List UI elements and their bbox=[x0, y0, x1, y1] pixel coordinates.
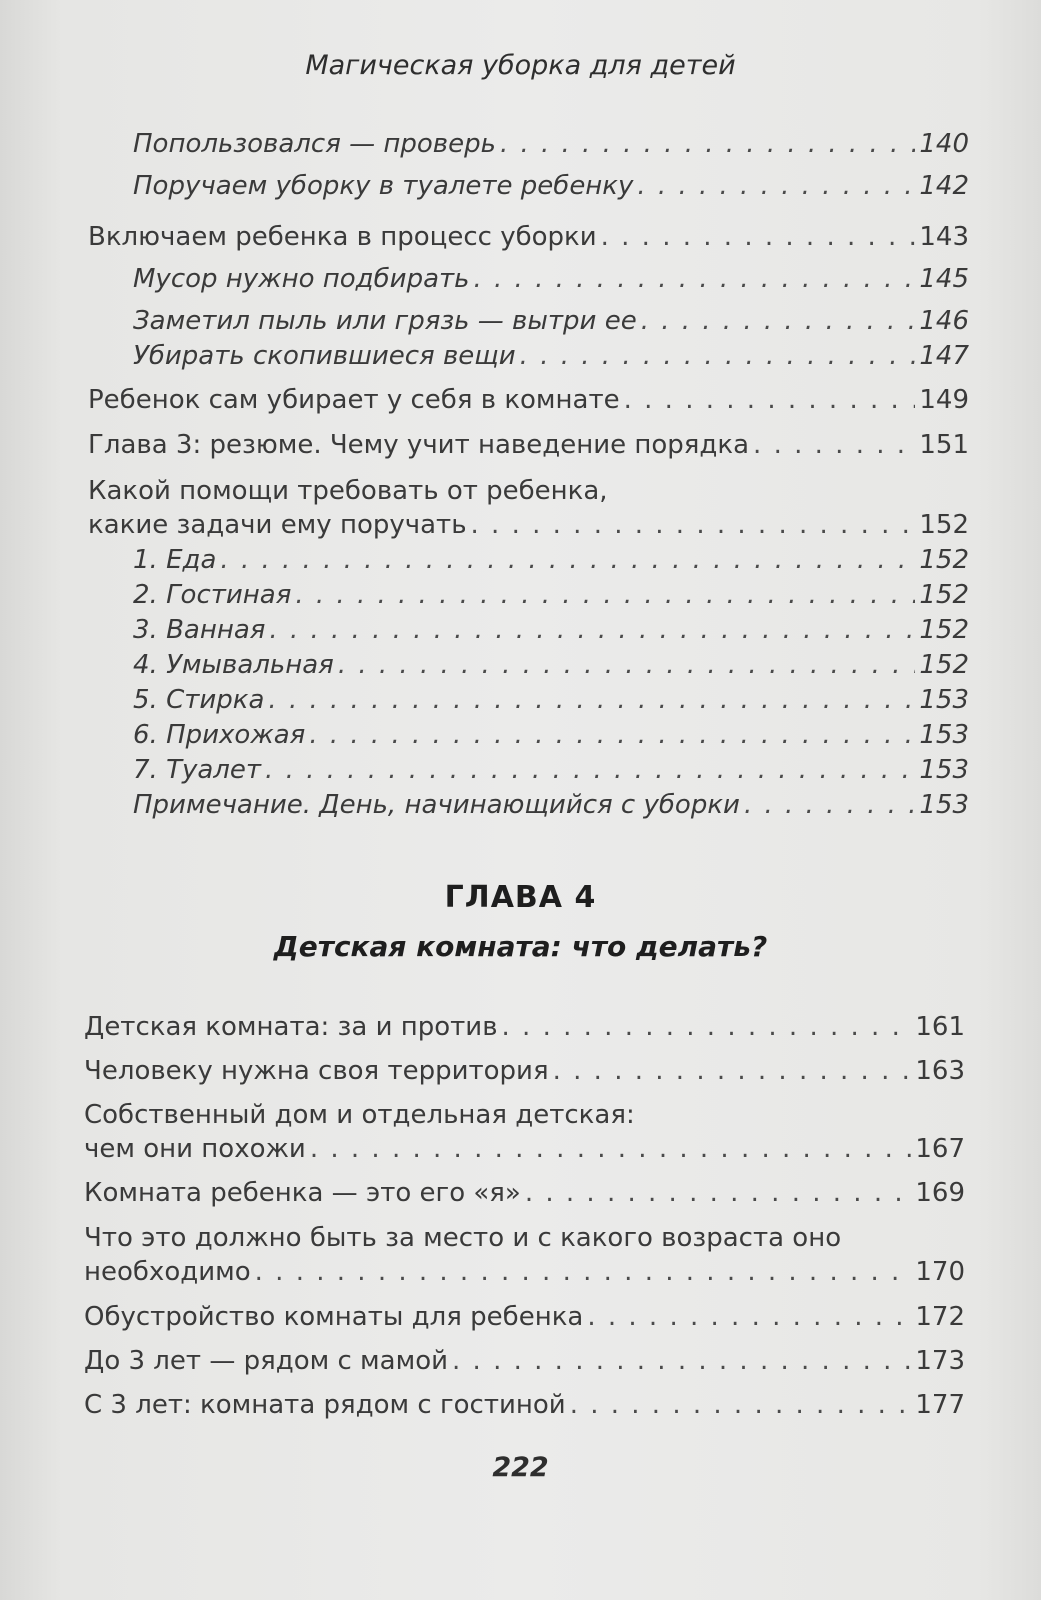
toc-entry-title: Детская комната: за и против bbox=[84, 1012, 498, 1042]
toc-leader bbox=[338, 648, 916, 682]
toc-entry bbox=[133, 613, 969, 647]
toc-entry-page: 149 bbox=[919, 385, 969, 415]
toc-entry-title: С 3 лет: комната рядом с гостиной bbox=[84, 1390, 566, 1420]
toc-entry-page: 170 bbox=[915, 1257, 965, 1287]
running-head: Магическая уборка для детей bbox=[305, 50, 736, 81]
toc-entry-page: 153 bbox=[919, 755, 969, 785]
toc-entry-title: необходимо bbox=[84, 1257, 251, 1287]
toc-leader bbox=[744, 788, 915, 822]
toc-entry-title: Поручаем уборку в туалете ребенку bbox=[133, 171, 634, 201]
toc-entry-title: 6. Прихожая bbox=[133, 720, 306, 750]
toc-entry-page: 177 bbox=[915, 1390, 965, 1420]
toc-leader bbox=[587, 1300, 911, 1334]
toc-entry bbox=[84, 1300, 965, 1334]
toc-entry-title: 5. Стирка bbox=[133, 685, 265, 715]
toc-leader bbox=[310, 1132, 912, 1166]
toc-entry-page: 147 bbox=[919, 341, 969, 371]
toc-entry-page: 145 bbox=[919, 264, 969, 294]
toc-entry bbox=[133, 127, 969, 161]
toc-entry bbox=[133, 262, 969, 296]
toc-entry-title: чем они похожи bbox=[84, 1134, 306, 1164]
toc-entry bbox=[84, 1054, 965, 1088]
toc-leader bbox=[452, 1344, 911, 1378]
toc-entry bbox=[133, 788, 969, 822]
toc-entry-page: 140 bbox=[919, 129, 969, 159]
toc-entry-page: 167 bbox=[915, 1134, 965, 1164]
toc-entry-page: 172 bbox=[915, 1302, 965, 1332]
toc-entry bbox=[84, 1010, 965, 1044]
toc-entry bbox=[84, 1388, 965, 1422]
toc-entry bbox=[133, 339, 969, 373]
toc-leader bbox=[268, 683, 915, 717]
toc-leader bbox=[220, 543, 915, 577]
toc-entry-title: Убирать скопившиеся вещи bbox=[133, 341, 516, 371]
toc-leader bbox=[500, 127, 915, 161]
toc-entry-title: 1. Еда bbox=[133, 545, 217, 575]
toc-entry bbox=[133, 753, 969, 787]
toc-entry-title: Примечание. День, начинающийся с уборки bbox=[133, 790, 740, 820]
toc-entry bbox=[88, 428, 969, 462]
toc-entry-page: 169 bbox=[915, 1178, 965, 1208]
toc-entry-title: 7. Туалет bbox=[133, 755, 262, 785]
toc-entry bbox=[88, 474, 969, 542]
toc-entry-page: 152 bbox=[919, 650, 969, 680]
toc-leader bbox=[255, 1255, 912, 1289]
toc-leader bbox=[309, 718, 915, 752]
toc-entry-page: 151 bbox=[919, 430, 969, 460]
toc-entry bbox=[133, 578, 969, 612]
toc-entry-page: 152 bbox=[919, 615, 969, 645]
toc-entry bbox=[133, 683, 969, 717]
toc-entry bbox=[133, 543, 969, 577]
toc-leader bbox=[641, 304, 916, 338]
chapter-title: Детская комната: что делать? bbox=[273, 930, 768, 963]
toc-entry-title: Мусор нужно подбирать bbox=[133, 264, 470, 294]
toc-entry-title: 3. Ванная bbox=[133, 615, 266, 645]
toc-entry-page: 161 bbox=[915, 1012, 965, 1042]
toc-entry-title: Ребенок сам убирает у себя в комнате bbox=[88, 385, 620, 415]
toc-leader bbox=[269, 613, 915, 647]
toc-entry-title: Попользовался — проверь bbox=[133, 129, 496, 159]
toc-entry-title-line1: Что это должно быть за место и с какого возраста оно bbox=[84, 1223, 842, 1253]
toc-leader bbox=[525, 1176, 912, 1210]
toc-entry-title: Глава 3: резюме. Чему учит наведение порядка bbox=[88, 430, 750, 460]
toc-leader bbox=[601, 220, 916, 254]
toc-entry-page: 143 bbox=[919, 222, 969, 252]
toc-entry-page: 146 bbox=[919, 306, 969, 336]
toc-leader bbox=[553, 1054, 912, 1088]
toc-entry-title: Человеку нужна своя территория bbox=[84, 1056, 549, 1086]
toc-entry-title: Обустройство комнаты для ребенка bbox=[84, 1302, 584, 1332]
toc-entry bbox=[84, 1221, 965, 1289]
toc-entry bbox=[133, 648, 969, 682]
toc-leader bbox=[624, 383, 916, 417]
toc-entry-title-line1: Какой помощи требовать от ребенка, bbox=[88, 476, 608, 506]
chapter-label: ГЛАВА 4 bbox=[444, 880, 597, 915]
toc-entry-page: 142 bbox=[919, 171, 969, 201]
toc-leader bbox=[520, 339, 916, 373]
toc-leader bbox=[637, 169, 915, 203]
toc-leader bbox=[753, 428, 915, 462]
toc-entry-title: 4. Умывальная bbox=[133, 650, 334, 680]
toc-entry bbox=[133, 718, 969, 752]
toc-entry-title: 2. Гостиная bbox=[133, 580, 292, 610]
toc-entry bbox=[133, 304, 969, 338]
toc-leader bbox=[570, 1388, 912, 1422]
toc-entry-title: Комната ребенка — это его «я» bbox=[84, 1178, 521, 1208]
toc-entry bbox=[84, 1344, 965, 1378]
toc-entry bbox=[84, 1176, 965, 1210]
toc-entry bbox=[133, 169, 969, 203]
toc-entry bbox=[88, 383, 969, 417]
toc-entry-title: какие задачи ему поручать bbox=[88, 510, 467, 540]
toc-entry-page: 152 bbox=[919, 545, 969, 575]
toc-leader bbox=[295, 578, 915, 612]
toc-leader bbox=[471, 508, 916, 542]
toc-entry-title: Включаем ребенка в процесс уборки bbox=[88, 222, 597, 252]
toc-leader bbox=[474, 262, 916, 296]
toc-entry-page: 153 bbox=[919, 685, 969, 715]
toc-entry bbox=[84, 1098, 965, 1166]
toc-entry-title: До 3 лет — рядом с мамой bbox=[84, 1346, 449, 1376]
toc-entry-page: 173 bbox=[915, 1346, 965, 1376]
page-number: 222 bbox=[492, 1452, 549, 1483]
toc-entry bbox=[88, 220, 969, 254]
toc-leader bbox=[502, 1010, 912, 1044]
toc-leader bbox=[265, 753, 915, 787]
toc-entry-page: 152 bbox=[919, 510, 969, 540]
toc-entry-page: 153 bbox=[919, 720, 969, 750]
toc-entry-title-line1: Собственный дом и отдельная детская: bbox=[84, 1100, 635, 1130]
toc-entry-page: 153 bbox=[919, 790, 969, 820]
toc-entry-page: 152 bbox=[919, 580, 969, 610]
toc-entry-title: Заметил пыль или грязь — вытри ее bbox=[133, 306, 637, 336]
toc-entry-page: 163 bbox=[915, 1056, 965, 1086]
